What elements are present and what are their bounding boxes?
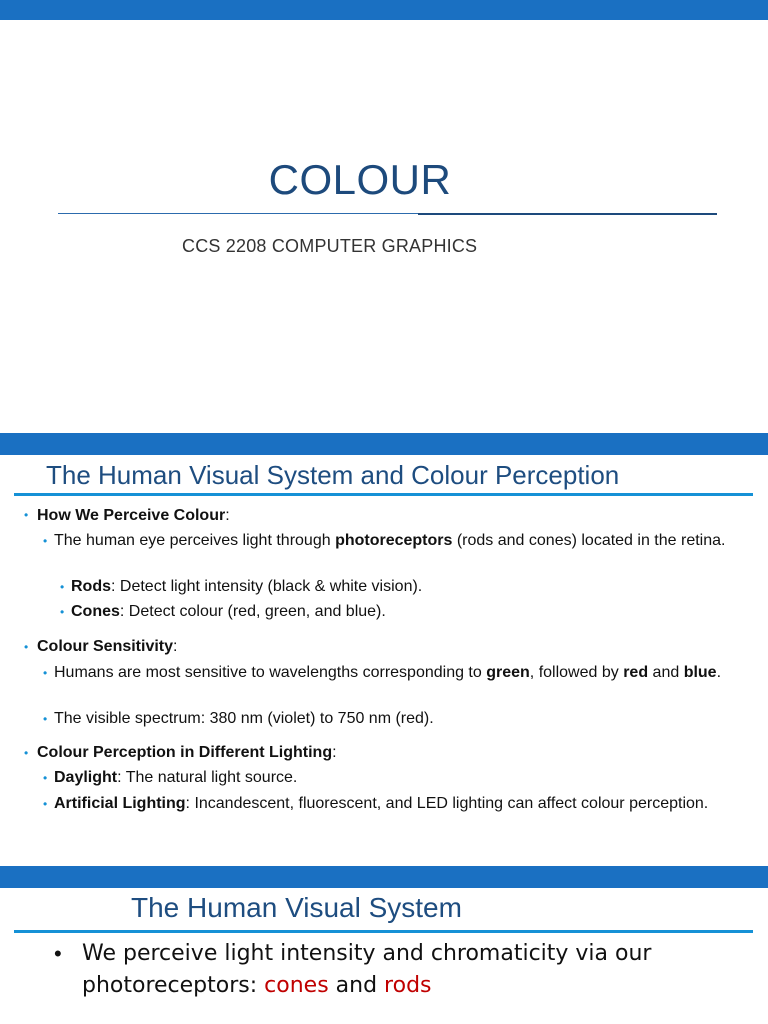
- title-slide: [0, 0, 768, 433]
- list-item: Artificial Lighting: Incandescent, fluorescent, and LED lighting can affect colour perception.: [54, 795, 709, 812]
- bullet-icon: •: [43, 666, 48, 680]
- list-item: The visible spectrum: 380 nm (violet) to 750 nm (red).: [54, 710, 434, 727]
- list-item: Humans are most sensitive to wavelengths corresponding to green, followed by red and blue.: [54, 664, 722, 681]
- highlight-rods: rods: [384, 973, 432, 998]
- bullet-icon: •: [43, 712, 48, 726]
- title-divider: [14, 930, 753, 933]
- bullet-icon: •: [24, 508, 29, 522]
- list-item: We perceive light intensity and chromaticity via our photoreceptors: cones and rods: [82, 941, 652, 998]
- bullet-icon: •: [43, 797, 48, 811]
- list-item: Rods: Detect light intensity (black & white vision).: [71, 578, 423, 595]
- slide-top-bar: [0, 0, 768, 20]
- title-divider: [14, 493, 753, 496]
- slide-top-bar: [0, 433, 768, 455]
- slide-title: COLOUR: [268, 156, 452, 203]
- slide-title: The Human Visual System: [131, 892, 462, 923]
- slide-top-bar: [0, 866, 768, 888]
- title-divider-accent: [418, 213, 717, 215]
- section-heading: How We Perceive Colour:: [37, 507, 230, 524]
- list-item: Cones: Detect colour (red, green, and blue).: [71, 603, 386, 620]
- section-heading: Colour Sensitivity:: [37, 638, 178, 655]
- list-item: Daylight: The natural light source.: [54, 769, 298, 786]
- bullet-icon: •: [60, 580, 65, 594]
- bullet-icon: •: [60, 605, 65, 619]
- bullet-icon: •: [24, 640, 29, 654]
- bullet-icon: •: [54, 941, 62, 966]
- slide-title: The Human Visual System and Colour Perception: [46, 460, 620, 490]
- list-item: The human eye perceives light through photoreceptors (rods and cones) located in the retina.: [54, 532, 726, 549]
- bullet-icon: •: [43, 771, 48, 785]
- highlight-cones: cones: [264, 973, 329, 998]
- section-heading: Colour Perception in Different Lighting:: [37, 744, 337, 761]
- perception-slide: [0, 433, 768, 866]
- bullet-icon: •: [43, 534, 48, 548]
- visual-system-slide: [0, 866, 768, 1024]
- bullet-icon: •: [24, 746, 29, 760]
- slide-subtitle: CCS 2208 COMPUTER GRAPHICS: [182, 236, 478, 256]
